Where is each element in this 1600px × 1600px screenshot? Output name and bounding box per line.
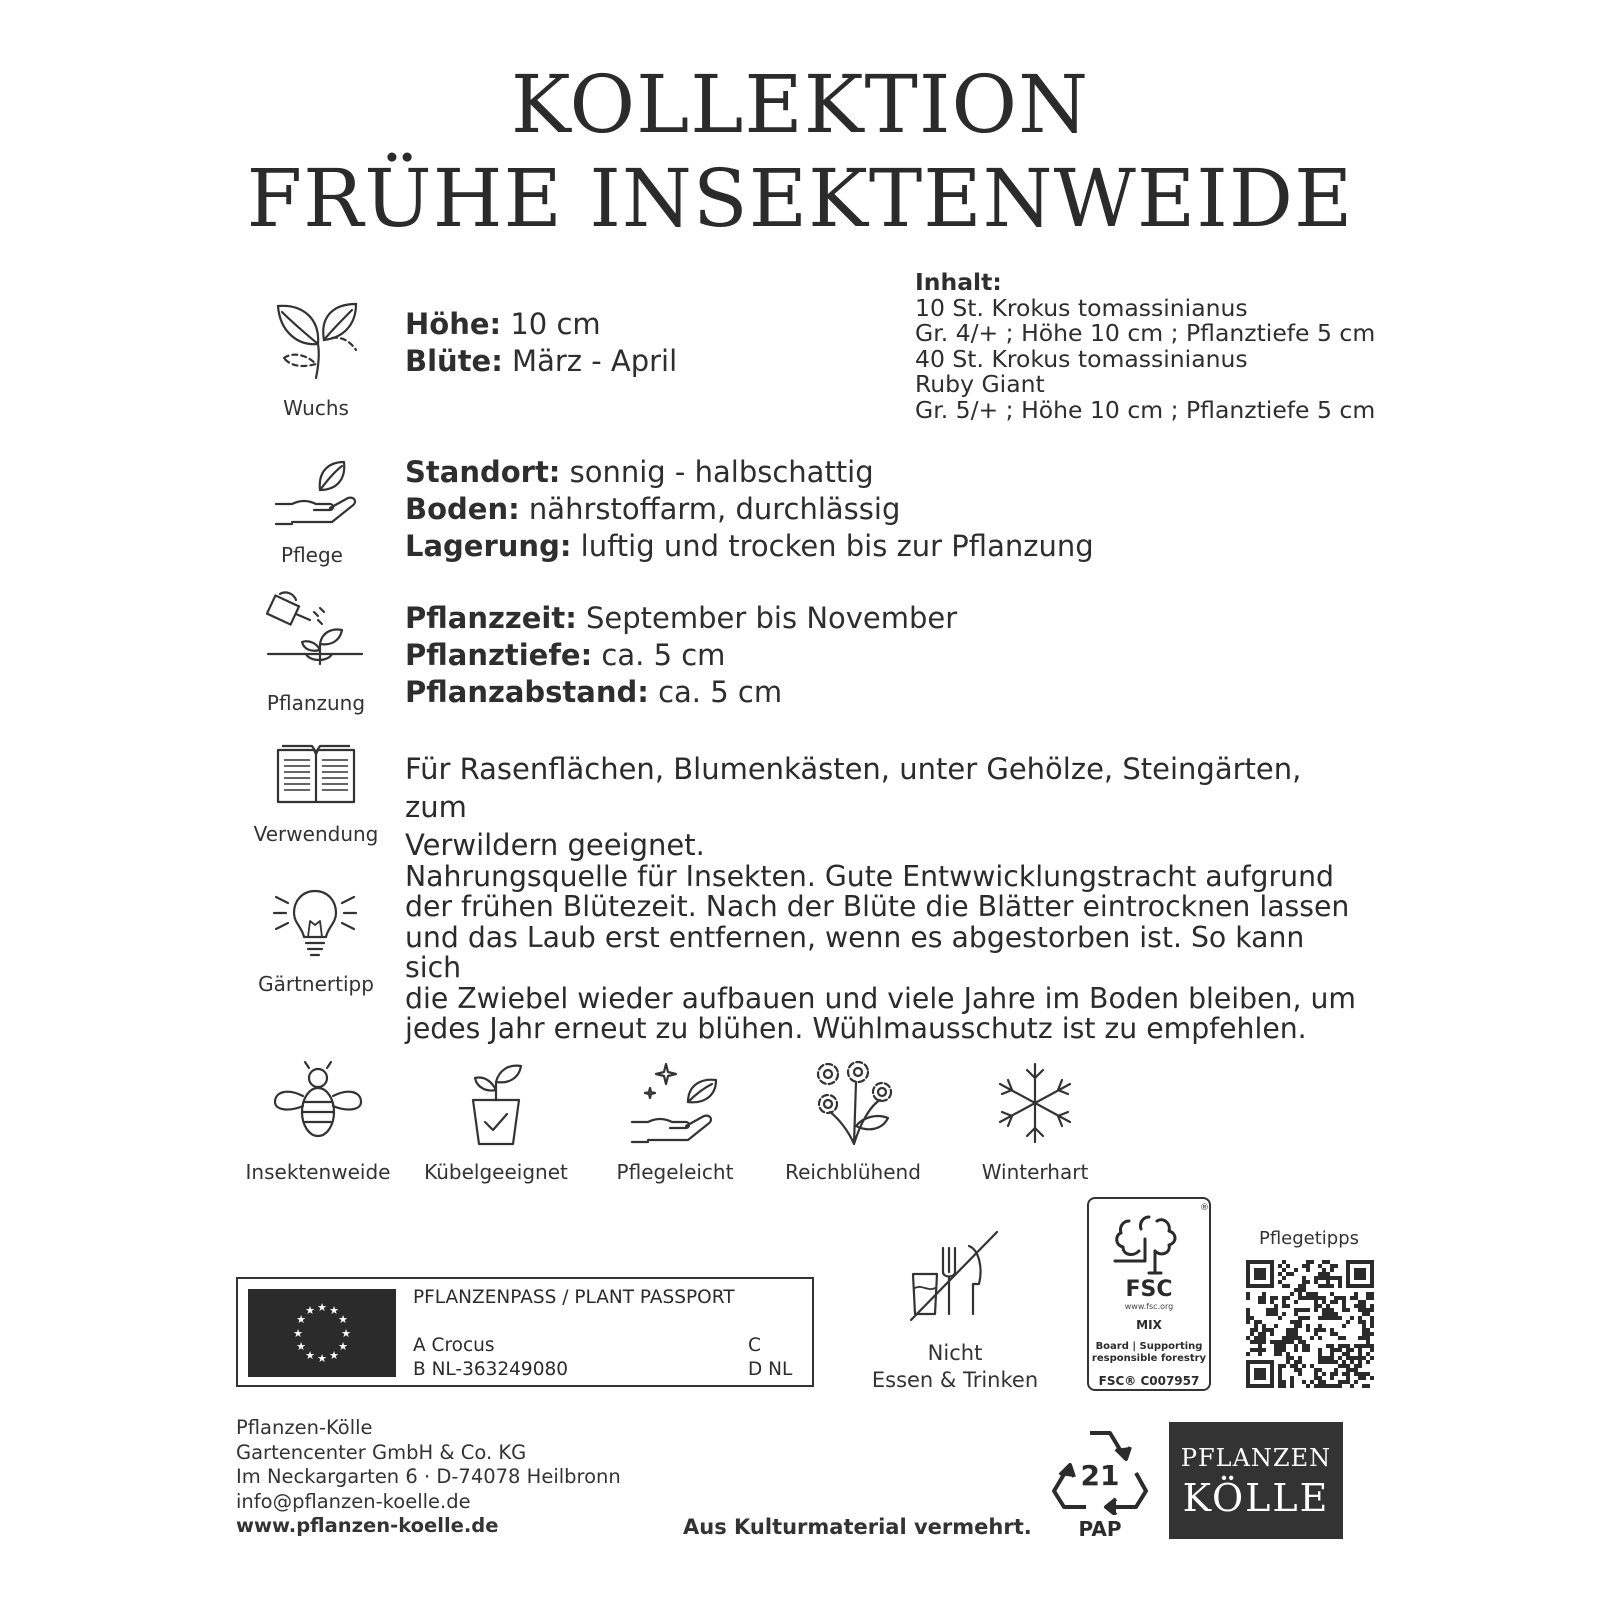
inhalt-line: Gr. 5/+ ; Höhe 10 cm ; Pflanztiefe 5 cm xyxy=(915,395,1376,424)
wuchs-label: Wuchs xyxy=(283,396,349,420)
address-block xyxy=(236,1416,621,1539)
svg-text:★: ★ xyxy=(341,1327,351,1340)
standort-value: sonnig - halbschattig xyxy=(560,455,874,489)
registered-mark-icon: ® xyxy=(1200,1203,1209,1213)
svg-text:★: ★ xyxy=(338,1340,348,1353)
feature-insektenweide xyxy=(233,1060,403,1184)
plant-growth-icon xyxy=(272,298,362,380)
lagerung-value: luftig und trocken bis zur Pflanzung xyxy=(571,529,1094,563)
brand-logo xyxy=(1169,1422,1343,1539)
tip-line: jedes Jahr erneut zu blühen. Wühlmausschutz ist zu empfehlen. xyxy=(405,1012,1307,1046)
website-link[interactable]: www.pflanzen-koelle.de xyxy=(236,1514,499,1537)
svg-text:★: ★ xyxy=(293,1327,303,1340)
standort-key: Standort: xyxy=(405,455,561,489)
hoehe-key: Höhe: xyxy=(405,307,502,341)
no-eat-line: Essen & Trinken xyxy=(871,1368,1039,1392)
feature-kuebelgeeignet xyxy=(411,1060,581,1184)
svg-text:★: ★ xyxy=(296,1313,306,1326)
svg-text:★: ★ xyxy=(329,1349,339,1362)
verwendung-text xyxy=(405,750,1365,864)
bluete-key: Blüte: xyxy=(405,344,503,378)
fsc-label xyxy=(1087,1197,1211,1391)
passport-a: A Crocus xyxy=(413,1335,495,1356)
svg-text:★: ★ xyxy=(317,1352,327,1365)
no-eating-drinking-icon xyxy=(907,1228,1001,1324)
lagerung-key: Lagerung: xyxy=(405,529,572,563)
hand-leaf-icon xyxy=(630,1060,720,1146)
svg-text:★: ★ xyxy=(305,1304,315,1317)
verwendung-line: Verwildern geeignet. xyxy=(405,828,705,862)
tip-line: der frühen Blütezeit. Nach der Blüte die Blätter eintrocknen lassen xyxy=(405,890,1350,924)
fsc-tree-icon xyxy=(1109,1211,1189,1275)
svg-text:★: ★ xyxy=(305,1349,315,1362)
email-link[interactable]: info@pflanzen-koelle.de xyxy=(236,1489,471,1513)
address-line: Pflanzen-Kölle xyxy=(236,1416,373,1439)
inhalt-box xyxy=(915,270,1375,424)
boden-key: Boden: xyxy=(405,492,520,526)
feature-label: Insektenweide xyxy=(245,1160,391,1184)
address-line: Im Neckargarten 6 · D-74078 Heilbronn xyxy=(236,1465,621,1488)
passport-b: B NL-363249080 xyxy=(413,1359,569,1380)
qr-code[interactable] xyxy=(1246,1260,1374,1388)
title-line-2: FRÜHE INSEKTENWEIDE xyxy=(246,152,1354,245)
feature-reichbluehend xyxy=(768,1060,938,1184)
inhalt-line: Ruby Giant xyxy=(915,370,1045,399)
fsc-line: responsible forestry xyxy=(1091,1353,1207,1364)
recycling-triangle-icon xyxy=(1050,1425,1150,1515)
fsc-mix: MIX xyxy=(1136,1318,1162,1332)
light-bulb-icon xyxy=(272,885,358,957)
flowers-icon xyxy=(808,1060,898,1146)
pflege-label: Pflege xyxy=(281,543,343,567)
plant-passport xyxy=(236,1277,814,1387)
eu-stars xyxy=(248,1289,396,1377)
feature-winterhart xyxy=(950,1060,1120,1184)
eu-flag-icon xyxy=(248,1289,396,1377)
feature-label: Reichblühend xyxy=(785,1160,921,1184)
kultur-note: Aus Kulturmaterial vermehrt. xyxy=(683,1515,1032,1539)
potted-plant-icon xyxy=(451,1060,541,1146)
pflanzung-label: Pflanzung xyxy=(266,691,366,715)
bluete-value: März - April xyxy=(502,344,678,378)
hand-leaf-icon xyxy=(274,460,358,530)
bee-icon xyxy=(273,1060,363,1146)
brand-line-1: PFLANZEN xyxy=(1180,1444,1332,1472)
address-line: Gartencenter GmbH & Co. KG xyxy=(236,1440,527,1464)
brand-line-2: KÖLLE xyxy=(1182,1476,1330,1520)
feature-label: Kübelgeeignet xyxy=(424,1160,568,1184)
hoehe-value: 10 cm xyxy=(501,307,601,341)
qr-label: Pflegetipps xyxy=(1258,1228,1360,1249)
recycle-number: 21 xyxy=(1080,1459,1120,1492)
feature-pflegeleicht xyxy=(590,1060,760,1184)
recycle-code: PAP xyxy=(1078,1517,1122,1541)
feature-label: Winterhart xyxy=(981,1160,1089,1184)
snowflake-icon xyxy=(990,1060,1080,1146)
no-eat-line: Nicht xyxy=(927,1341,983,1365)
pflanzzeit-key: Pflanzzeit: xyxy=(405,601,577,635)
pflanzabstand-key: Pflanzabstand: xyxy=(405,675,649,709)
pflanztiefe-value: ca. 5 cm xyxy=(592,638,726,672)
svg-text:★: ★ xyxy=(296,1340,306,1353)
inhalt-line: 40 St. Krokus tomassinianus xyxy=(915,344,1248,373)
gaertnertipp-label: Gärtnertipp xyxy=(258,972,374,996)
boden-value: nährstoffarm, durchlässig xyxy=(519,492,901,526)
fsc-line: Board | Supporting xyxy=(1095,1341,1203,1352)
inhalt-heading: Inhalt: xyxy=(915,268,1002,296)
pflege-details xyxy=(405,454,1094,565)
passport-title: PFLANZENPASS / PLANT PASSPORT xyxy=(413,1287,735,1308)
tip-line: und das Laub erst entfernen, wenn es abgestorben ist. So kann sich xyxy=(405,920,1305,985)
pflanzung-details xyxy=(405,600,957,711)
passport-d: D NL xyxy=(748,1359,793,1380)
qr-code-icon[interactable] xyxy=(1246,1260,1374,1388)
passport-c: C xyxy=(748,1335,761,1356)
title-line-1: KOLLEKTION xyxy=(510,58,1090,151)
inhalt-line: Gr. 4/+ ; Höhe 10 cm ; Pflanztiefe 5 cm xyxy=(915,319,1376,348)
watering-can-icon xyxy=(266,590,364,676)
fsc-brand: FSC xyxy=(1125,1277,1173,1302)
svg-text:★: ★ xyxy=(338,1313,348,1326)
pflanzabstand-value: ca. 5 cm xyxy=(648,675,783,709)
feature-label: Pflegeleicht xyxy=(616,1160,734,1184)
verwendung-line: Für Rasenflächen, Blumenkästen, unter Gehölze, Steingärten, zum xyxy=(405,752,1302,824)
inhalt-line: 10 St. Krokus tomassinianus xyxy=(915,293,1248,322)
fsc-url: www.fsc.org xyxy=(1124,1302,1174,1311)
tip-line: Nahrungsquelle für Insekten. Gute Entwwicklungstracht aufgrund xyxy=(405,860,1334,893)
recycling-mark xyxy=(1050,1425,1150,1545)
pflanzzeit-value: September bis November xyxy=(576,601,958,635)
fsc-code: FSC® C007957 xyxy=(1098,1374,1200,1388)
pflanztiefe-key: Pflanztiefe: xyxy=(405,638,593,672)
wuchs-details xyxy=(405,306,677,380)
verwendung-label: Verwendung xyxy=(253,822,379,846)
open-book-icon xyxy=(276,744,356,806)
svg-text:★: ★ xyxy=(329,1304,339,1317)
gaertnertipp-text xyxy=(405,862,1365,1044)
no-eat-label xyxy=(870,1340,1040,1394)
tip-line: die Zwiebel wieder aufbauen und viele Jahre im Boden bleiben, um xyxy=(405,981,1356,1015)
svg-text:★: ★ xyxy=(317,1301,327,1314)
